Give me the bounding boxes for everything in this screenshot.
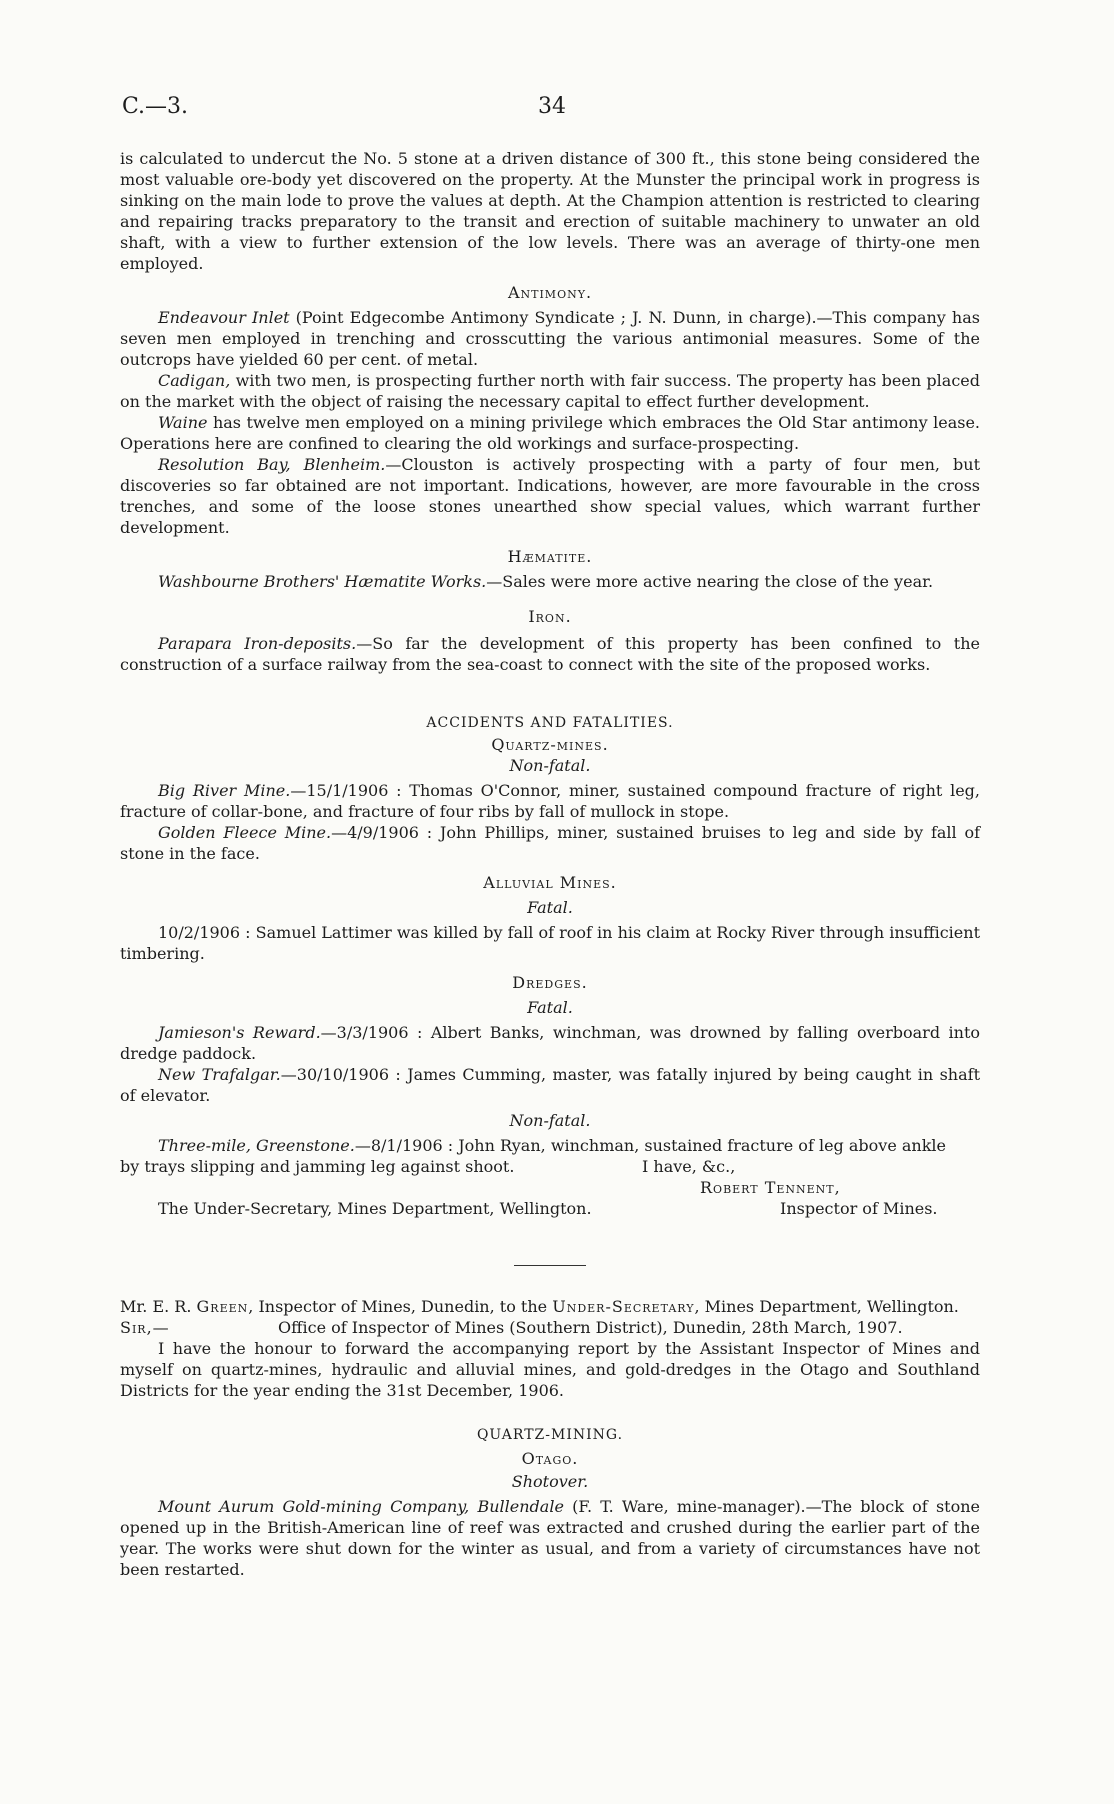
closing-row: by trays slipping and jamming leg against shoot. I have, &c., [120, 1157, 736, 1176]
continuation-paragraph: is calculated to undercut the No. 5 stone at a driven distance of 300 ft., this stone being considered the most valuable ore-body yet discovered on the property. At the Munster the principal work in progress is sinking on the main lode to prove the values at depth. At the Champion attention is restricted to clearing and repairing tracks preparatory to the transit and erection of suitable machinery to unwater an old shaft, with a view to further extension of the low levels. There was an average of thirty-one men employed. [120, 149, 980, 273]
paragraph: Golden Fleece Mine.—4/9/1906 : John Phillips, miner, sustained bruises to leg and side by fall of stone in the face. [120, 823, 981, 863]
signer-title: Inspector of Mines. [780, 1199, 938, 1218]
section-heading-accidents: ACCIDENTS AND FATALITIES. [426, 715, 674, 731]
closing-formula: I have, &c., [642, 1157, 736, 1176]
subheading-fatal: Fatal. [527, 898, 573, 917]
signature-row [120, 1177, 980, 1198]
paragraph: Parapara Iron-deposits.—So far the development of this property has been confined to the construction of a surface railway from the sea-coast to connect with the site of the proposed works. [120, 634, 981, 674]
section-heading-haematite: Hæmatite. [507, 547, 593, 566]
subheading-non-fatal: Non-fatal. [509, 1111, 591, 1130]
subheading-dredges: Dredges. [512, 973, 588, 992]
paragraph: New Trafalgar.—30/10/1906 : James Cumming, master, was fatally injured by being caught in shaft of elevator. [120, 1065, 981, 1105]
paragraph: 10/2/1906 : Samuel Lattimer was killed by fall of roof in his claim at Rocky River through insufficient timbering. [120, 923, 980, 963]
subheading-shotover: Shotover. [511, 1472, 589, 1491]
subheading-fatal: Fatal. [527, 998, 573, 1017]
letter-dateline: Office of Inspector of Mines (Southern District), Dunedin, 28th March, 1907. [278, 1318, 903, 1337]
subheading-alluvial-mines: Alluvial Mines. [483, 873, 617, 892]
paragraph: Jamieson's Reward.—3/3/1906 : Albert Banks, winchman, was drowned by falling overboard into dredge paddock. [120, 1023, 981, 1063]
subheading-quartz-mines: Quartz-mines. [491, 735, 609, 754]
paragraph: Mount Aurum Gold-mining Company, Bullendale (F. T. Ware, mine-manager).—The block of stone opened up in the British-American line of reef was extracted and crushed during the earlier part of the year. The works were shut down for the winter as usual, and from a variety of circumstances have not been restarted. [120, 1497, 980, 1579]
paragraph: Resolution Bay, Blenheim.—Clouston is actively prospecting with a party of four men, but discoveries so far obtained are not important. Indications, however, are more favourable in the cross trenches, and some of the loose stones unearthed show special values, which warrant further development. [120, 455, 981, 537]
paragraph: Waine has twelve men employed on a mining privilege which embraces the Old Star antimony lease. Operations here are confined to clearing the old workings and surface-prospecting. [120, 413, 980, 453]
salutation: Sir,— [120, 1318, 170, 1337]
paragraph: Endeavour Inlet (Point Edgecombe Antimony Syndicate ; J. N. Dunn, in charge).—This company has seven men employed in trenching and crosscutting the various antimonial measures. Some of the outcrops have yielded 60 per cent. of metal. [120, 308, 980, 369]
subheading-otago: Otago. [521, 1449, 579, 1468]
paragraph: Cadigan, with two men, is prospecting further north with fair success. The property has been placed on the market with the object of raising the necessary capital to effect further development. [120, 371, 980, 411]
letter-body: I have the honour to forward the accompanying report by the Assistant Inspector of Mines and myself on quartz-mines, hydraulic and alluvial mines, and gold-dredges in the Otago and Southland Districts for the year ending the 31st December, 1906. [120, 1339, 980, 1400]
signer-name: Robert Tennent, [700, 1178, 841, 1197]
addressee-row [120, 1198, 980, 1219]
letter-heading: Mr. E. R. Green, Inspector of Mines, Dunedin, to the Under-Secretary, Mines Department, Wellington. [120, 1297, 959, 1316]
subheading-non-fatal: Non-fatal. [509, 756, 591, 775]
paragraph: Washbourne Brothers' Hæmatite Works.—Sales were more active nearing the close of the year. [158, 572, 934, 591]
page-header [120, 96, 980, 126]
page-number: 34 [538, 94, 566, 119]
paragraph: Big River Mine.—15/1/1906 : Thomas O'Connor, miner, sustained compound fracture of right leg, fracture of collar-bone, and fracture of four ribs by fall of mullock in stope. [120, 781, 981, 821]
section-heading-iron: Iron. [528, 607, 572, 626]
salutation-row [120, 1317, 980, 1338]
section-heading-antimony: Antimony. [507, 283, 593, 302]
document-reference: C.—3. [122, 94, 189, 119]
section-heading-quartz-mining: QUARTZ-MINING. [476, 1427, 624, 1443]
addressee: The Under-Secretary, Mines Department, Wellington. [158, 1199, 592, 1218]
paragraph: Three-mile, Greenstone.—8/1/1906 : John Ryan, winchman, sustained fracture of leg above ankle [158, 1136, 946, 1155]
